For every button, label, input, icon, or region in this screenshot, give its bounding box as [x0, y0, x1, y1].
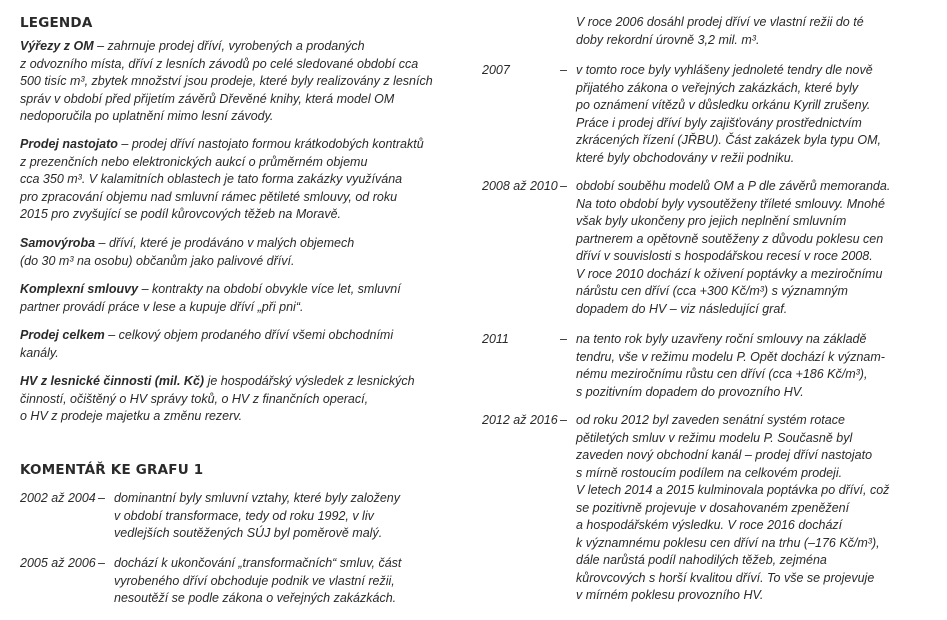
- legend-line: činností, očištěný o HV správy toků, o HV z finančních operací,: [20, 391, 369, 406]
- legend-sep: –: [117, 137, 132, 151]
- legend-line: o HV z prodeje majetku a změnu rezerv.: [20, 409, 243, 423]
- legend-term: Prodej celkem: [20, 328, 105, 342]
- entry-line: dopadem do HV – viz následující graf.: [576, 301, 788, 316]
- legend-term: HV z lesnické činnosti (mil. Kč): [20, 374, 205, 388]
- legend-item-prodej-nastojato: [20, 136, 460, 224]
- entry-line: tendru, vše v režimu modelu P. Opět dochází k význam-: [576, 349, 885, 364]
- entry-dash: –: [560, 332, 567, 346]
- entry-line: partnerem a opětovně soutěženy z důvodu poklesu cen: [576, 231, 884, 246]
- entry-dash: –: [98, 556, 105, 570]
- entry-line: po oznámení vítězů v důsledku orkánu Kyrill zrušeny.: [576, 98, 871, 112]
- entry-line: v tomto roce byly vyhlášeny jednoleté tendry dle nově: [576, 63, 873, 77]
- legend-line: správ v období před přijetím závěrů Dřevěné knihy, která model OM: [20, 91, 395, 106]
- legend-line: zahrnuje prodej dříví, vyrobených a prodaných: [107, 39, 365, 53]
- entry-dash: –: [560, 63, 567, 77]
- entry-line: Na toto období byly vysoutěženy tříleté smlouvy. Mnohé: [576, 196, 885, 211]
- entry-year: 2008 až 2010: [482, 179, 558, 193]
- legend-line: 500 tisíc m³, zbytek množství jsou prodeje, které byly realizovány z lesních: [20, 74, 433, 88]
- legend-sep: –: [93, 39, 108, 53]
- commentary-continuation: [576, 14, 926, 49]
- legend-line: prodej dříví nastojato formou krátkodobých kontraktů: [131, 137, 424, 151]
- legend-term: Prodej nastojato: [20, 137, 118, 151]
- entry-line: dominantní byly smluvní vztahy, které byly založeny: [114, 491, 401, 505]
- entry-line: vedlejších soutěžených SÚJ byl poměrově malý.: [114, 526, 383, 540]
- entry-line: nému meziročnímu růstu cen dříví (cca +186 Kč/m³),: [576, 367, 868, 381]
- entry-line: V roce 2006 dosáhl prodej dříví ve vlastní režii do té: [576, 15, 864, 29]
- legend-line: kanály.: [20, 345, 59, 360]
- legend-line: je hospodářský výsledek z lesnických: [207, 374, 415, 388]
- legend-sep: –: [138, 282, 152, 296]
- legend-line: pro zpracování objemu nad smluvní rámec pětileté smlouvy, od roku: [20, 189, 398, 204]
- entry-year: 2012 až 2016: [482, 413, 558, 427]
- legend-line: z odvozního místa, dříví z lesních závodů po celé sledované období cca: [20, 56, 419, 71]
- legend-term: Výřezy z OM: [20, 39, 94, 53]
- entry-line: vyrobeného dříví obchoduje podnik ve vlastní režii,: [114, 573, 395, 588]
- legend-title: LEGENDA: [20, 15, 93, 31]
- legend-line: dříví, které je prodáváno v malých objemech: [108, 236, 355, 250]
- entry-line: nesoutěží se podle zákona o veřejných zakázkách.: [114, 591, 397, 605]
- entry-year: 2011: [482, 332, 509, 346]
- entry-line: se pozitivně projevuje v dosahovaném zpeněžení: [576, 500, 850, 515]
- entry-line: přijatého zákona o veřejných zakázkách, které byly: [576, 80, 859, 95]
- legend-line: nedoporučila po uplatnění mimo lesní závody.: [20, 109, 274, 123]
- entry-line: od roku 2012 byl zaveden senátní systém rotace: [576, 413, 845, 427]
- entry-line: v mírném poklesu provozního HV.: [576, 588, 764, 602]
- legend-line: kontrakty na období obvykle více let, smluvní: [152, 282, 401, 296]
- entry-line: Práce i prodej dříví byly zajišťovány prostřednictvím: [576, 115, 862, 130]
- entry-dash: –: [560, 413, 567, 427]
- entry-line: období souběhu modelů OM a P dle závěrů memoranda.: [576, 179, 891, 193]
- entry-line: v období transformace, tedy od roku 1992, v liv: [114, 508, 374, 523]
- legend-sep: –: [95, 236, 109, 250]
- entry-line: V roce 2010 dochází k oživení poptávky a meziročnímu: [576, 266, 883, 281]
- entry-line: kůrovcových s horší kvalitou dříví. To vše se projevuje: [576, 570, 875, 585]
- entry-line: dochází k ukončování „transformačních“ smluv, část: [114, 556, 402, 570]
- legend-line: partner provádí práce v lese a kupuje dříví „při pni“.: [20, 299, 304, 314]
- commentary-title: KOMENTÁŘ KE GRAFU 1: [20, 462, 204, 478]
- entry-year: 2002 až 2004: [20, 491, 96, 505]
- entry-line: V letech 2014 a 2015 kulminovala poptávka po dříví, což: [576, 483, 890, 497]
- legend-line: 2015 pro zvyšující se podíl kůrovcových těžeb na Moravě.: [20, 207, 341, 221]
- legend-item-hv: [20, 373, 460, 426]
- legend-line: celkový objem prodaného dříví všemi obchodními: [118, 328, 394, 342]
- legend-line: z prezenčních nebo elektronických aukcí o průměrném objemu: [20, 154, 368, 169]
- legend-term: Komplexní smlouvy: [20, 282, 139, 296]
- entry-line: a hospodářském výsledku. V roce 2016 dochází: [576, 518, 843, 532]
- entry-line: dále narůstá podíl nahodilých těžeb, zejména: [576, 553, 827, 567]
- entry-dash: –: [98, 491, 105, 505]
- legend-item-prodej-celkem: [20, 327, 460, 362]
- entry-line: zaveden nový obchodní kanál – prodej dříví nastojato: [576, 448, 873, 462]
- legend-term: Samovýroba: [20, 236, 96, 250]
- entry-line: zkrácených řízení (JŘBU). Část zakázek byla typu OM,: [576, 133, 881, 147]
- entry-line: však byly ukončeny pro jejich neplnění smluvním: [576, 214, 847, 228]
- legend-line: cca 350 m³. V kalamitních oblastech je tato forma zakázky využívána: [20, 172, 403, 186]
- entry-line: nárůstu cen dříví (cca +300 Kč/m³) s významným: [576, 284, 848, 298]
- legend-item-komplexni-smlouvy: [20, 281, 460, 316]
- entry-line: s mírně rostoucím podílem na celkovém prodeji.: [576, 465, 843, 480]
- legend-sep: –: [104, 328, 119, 342]
- entry-line: k významnému poklesu cen dříví na trhu (–176 Kč/m³),: [576, 535, 880, 550]
- legend-item-samovyroba: [20, 235, 460, 270]
- legend-item-vyrezy: [20, 38, 460, 126]
- entry-line: dříví v souvislosti s hospodářskou recesí v roce 2008.: [576, 249, 873, 263]
- entry-line: pětiletých smluv v režimu modelu P. Současně byl: [576, 430, 853, 445]
- entry-year: 2005 až 2006: [20, 556, 96, 570]
- entry-year: 2007: [482, 63, 510, 77]
- entry-line: s pozitivním dopadem do provozního HV.: [576, 384, 804, 399]
- entry-line: doby rekordní úrovně 3,2 mil. m³.: [576, 32, 760, 47]
- legend-line: (do 30 m³ na osobu) občanům jako palivové dříví.: [20, 253, 295, 268]
- entry-line: na tento rok byly uzavřeny roční smlouvy na základě: [576, 332, 867, 346]
- entry-line: které byly obchodovány v režii podniku.: [576, 150, 795, 165]
- entry-dash: –: [560, 179, 567, 193]
